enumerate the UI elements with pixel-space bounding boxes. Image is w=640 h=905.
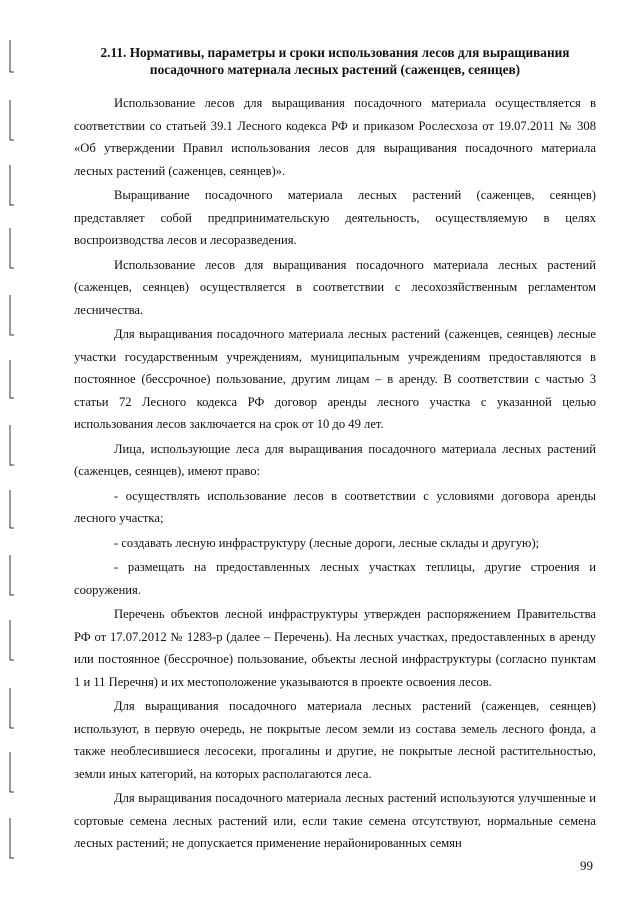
paragraph: Для выращивания посадочного материала лесных растений (саженцев, сеянцев) используют, в первую очередь, не покрытые лесом земли из состава земель лесного фонда, а также необлесившиеся лесосеки, прогалины и другие, не покрытые лесной растительностью, земли иных категорий, на которых располагаются леса. <box>74 699 596 781</box>
paragraph: Использование лесов для выращивания посадочного материала лесных растений (саженцев, сеянцев) осуществляется в соответствии с лесохозяйственным регламентом лесничества. <box>74 257 596 317</box>
page-number: 99 <box>580 858 593 873</box>
paragraph: Выращивание посадочного материала лесных растений (саженцев, сеянцев) представляет собой предпринимательскую деятельность, осуществляемую в целях воспроизводства лесов и лесоразведения. <box>74 188 596 247</box>
list-item: - осуществлять использование лесов в соответствии с условиями договора аренды лесного участка; <box>74 488 596 525</box>
section-title: 2.11. Нормативы, параметры и сроки использования лесов для выращивания посадочного материала лесных растений (саженцев, сеянцев) <box>100 45 570 77</box>
paragraph: Использование лесов для выращивания посадочного материала осуществляется в соответствии со статьей 39.1 Лесного кодекса РФ и приказом Рослесхоза от 19.07.2011 № 308 «Об утверждении Правил использования лесов для выращивания посадочного материала лесных растений (саженцев, сеянцев)». <box>74 96 596 178</box>
paragraph: Для выращивания посадочного материала лесных растений используются улучшенные и сортовые семена лесных растений или, если такие семена отсутствуют, нормальные семена лесных растений; не допускается применение нерайонированных семян <box>74 791 596 850</box>
binding-margin-marks <box>0 0 30 905</box>
document-page <box>74 44 596 857</box>
list-item: - создавать лесную инфраструктуру (лесные дороги, лесные склады и другую); <box>114 535 540 550</box>
paragraph: Лица, использующие леса для выращивания посадочного материала лесных растений (саженцев, сеянцев), имеют право: <box>74 441 596 478</box>
list-item: - размещать на предоставленных лесных участках теплицы, другие строения и сооружения. <box>74 560 596 597</box>
paragraph: Для выращивания посадочного материала лесных растений (саженцев, сеянцев) лесные участки государственным учреждениям, муниципальным учреждениям предоставляются в постоянное (бессрочное) пользование, другим лицам – в аренду. В соответствии с частью 3 статьи 72 Лесного кодекса РФ договор аренды лесного участка с указанной целью использования лесов заключается на срок от 10 до 49 лет. <box>74 327 596 431</box>
paragraph: Перечень объектов лесной инфраструктуры утвержден распоряжением Правительства РФ от 17.07.2012 № 1283-р (далее – Перечень). На лесных участках, предоставленных в аренду или постоянное (бессрочное) пользование, объекты лесной инфраструктуры (согласно пунктам 1 и 11 Перечня) и их местоположение указываются в проекте освоения лесов. <box>74 607 596 689</box>
